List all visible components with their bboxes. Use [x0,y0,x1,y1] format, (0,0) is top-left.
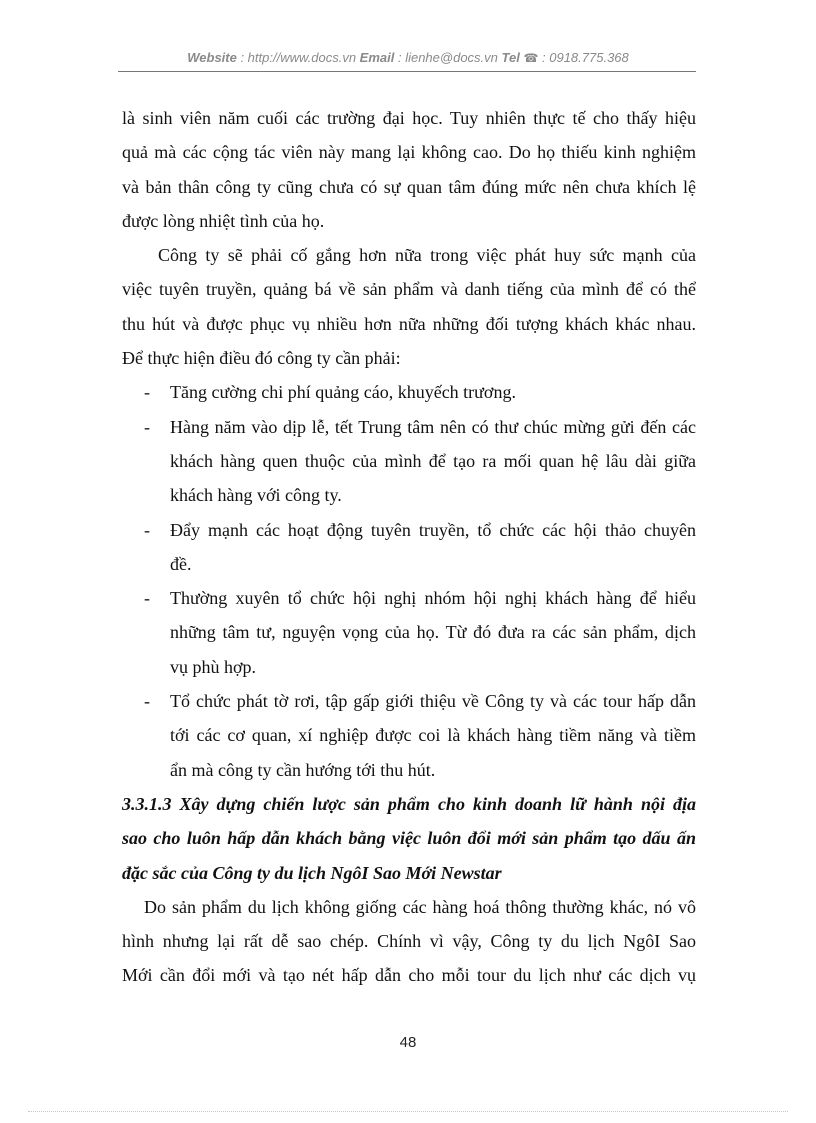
bullet-dash: - [144,588,150,609]
bullet-dash: - [144,519,150,540]
section-heading [122,787,696,890]
heading-line: đặc sắc của Công ty du lịch NgôI Sao Mới Newstar [122,862,502,883]
bullet-item-4 [122,581,696,684]
document-body [122,101,696,993]
bullet-item-5 [122,684,696,787]
text-line: Mới cần đổi mới và tạo nét hấp dẫn cho mỗi tour du lịch như các dịch vụ [122,965,696,986]
email-label: Email [359,50,395,65]
paragraph-2 [122,238,696,375]
text-line: Do sản phẩm du lịch không giống các hàng hoá thông thường khác, nó vô [144,896,696,917]
text-line: Để thực hiện điều đó công ty cần phải: [122,348,401,369]
text-line: và bản thân công ty cũng chưa có sự quan tâm đúng mức nên chưa khích lệ [122,176,696,197]
text-line: Tổ chức phát tờ rơi, tập gấp giới thiệu về Công ty và các tour hấp dẫn [170,691,696,712]
text-line: là sinh viên năm cuối các trường đại học. Tuy nhiên thực tế cho thấy hiệu [122,108,696,128]
text-line: vụ phù hợp. [170,656,257,677]
bullet-item-2 [122,410,696,513]
bullet-item-1 [122,375,696,409]
text-line: việc tuyên truyền, quảng bá về sản phẩm và danh tiếng của mình để có thể [122,279,696,300]
footer-divider [28,1111,788,1112]
phone-icon: ☎ [523,51,539,65]
bullet-dash: - [144,416,150,437]
text-line: Tăng cường chi phí quảng cáo, khuyếch trương. [170,382,516,403]
heading-line: 3.3.1.3 Xây dựng chiến lược sản phẩm cho kinh doanh lữ hành nội địa [122,793,696,814]
text-line: hình nhưng lại rất dễ sao chép. Chính vì vậy, Công ty du lịch NgôI Sao [122,931,696,952]
page-header [118,50,698,65]
paragraph-1 [122,101,696,238]
text-line: được lòng nhiệt tình của họ. [122,210,325,231]
text-line: Công ty sẽ phải cố gắng hơn nữa trong việc phát huy sức mạnh của [158,245,696,266]
page-number: 48 [399,1034,417,1051]
text-line: Thường xuyên tổ chức hội nghị nhóm hội nghị khách hàng để hiểu [170,588,696,609]
bullet-dash: - [144,382,150,403]
text-line: những tâm tư, nguyện vọng của họ. Từ đó đưa ra các sản phẩm, dịch [170,622,696,643]
text-line: thu hút và được phục vụ nhiều hơn nữa những đối tượng khách khác nhau. [122,313,696,334]
website-label: Website [187,50,237,65]
text-line: ẩn mà công ty cần hướng tới thu hút. [170,759,436,780]
heading-line: sao cho luôn hấp dẫn khách bằng việc luôn đổi mới sản phẩm tạo dấu ấn [122,828,696,849]
paragraph-3 [122,890,696,993]
tel-value: : 0918.775.368 [538,50,629,65]
text-line: Đẩy mạnh các hoạt động tuyên truyền, tổ chức các hội thảo chuyên [170,519,696,540]
bullet-item-3 [122,513,696,582]
text-line: đề. [170,553,192,574]
website-value: : http://www.docs.vn [236,50,360,65]
text-line: tới các cơ quan, xí nghiệp được coi là khách hàng tiềm năng và tiềm [170,725,696,746]
bullet-dash: - [144,691,150,712]
email-value: : lienhe@docs.vn [394,50,502,65]
text-line: khách hàng quen thuộc của mình để tạo ra mối quan hệ lâu dài giữa [170,450,696,471]
header-divider [118,71,696,72]
tel-label: Tel [501,50,520,65]
text-line: khách hàng với công ty. [170,485,342,506]
text-line: quả mà các cộng tác viên này mang lại không cao. Do họ thiếu kinh nghiệm [122,142,696,163]
text-line: Hàng năm vào dịp lễ, tết Trung tâm nên có thư chúc mừng gửi đến các [170,416,696,437]
